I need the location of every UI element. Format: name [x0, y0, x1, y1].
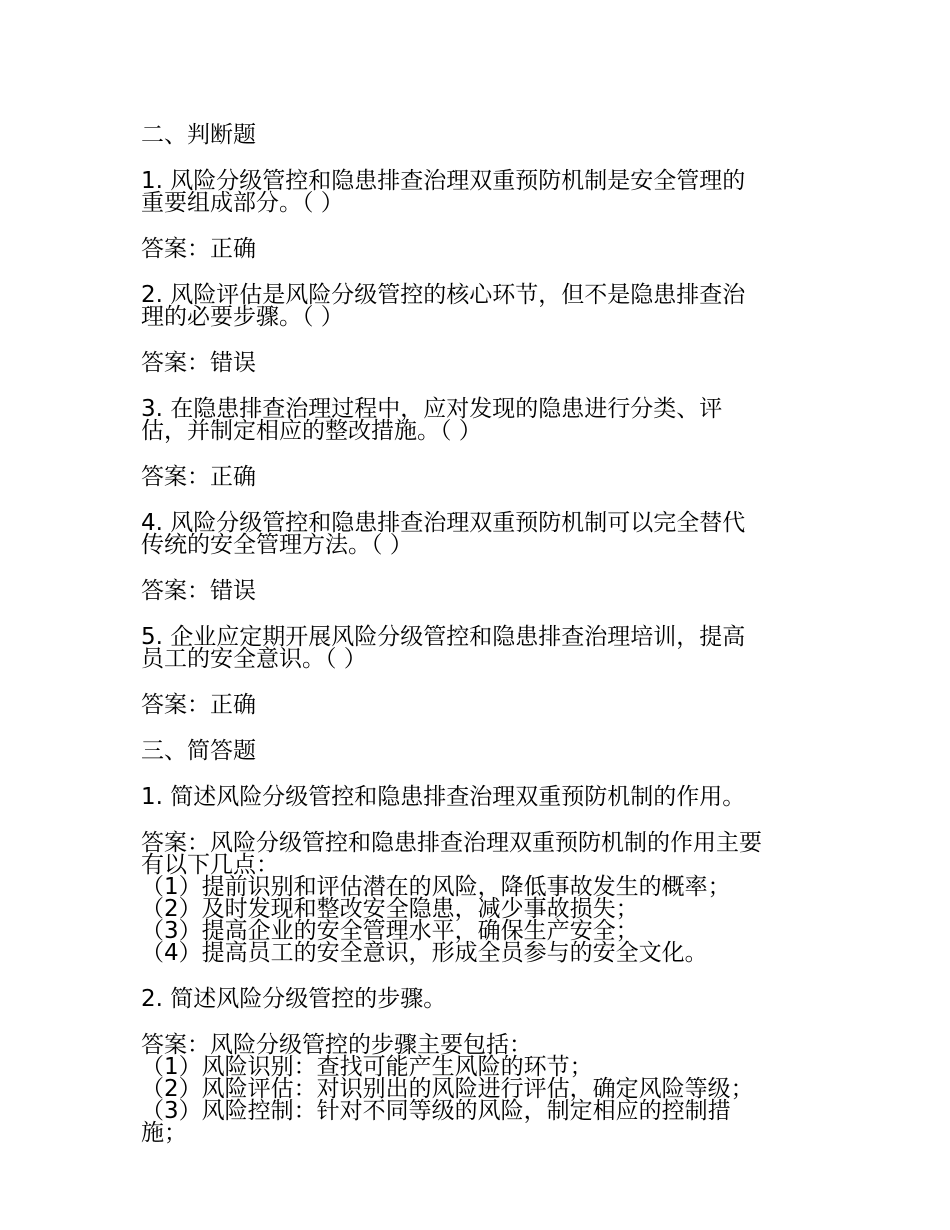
answer-line: 答案：风险分级管控和隐患排查治理双重预防机制的作用主要	[141, 830, 762, 856]
question-line: 员工的安全意识。（ ）	[141, 646, 367, 672]
document-page	[141, 124, 821, 1168]
short-answer-answer-1	[141, 832, 821, 964]
answer-line: 答案：风险分级管控的步骤主要包括：	[141, 1032, 532, 1058]
judgment-question-4	[141, 512, 821, 556]
question-line: 2. 风险评估是风险分级管控的核心环节，但不是隐患排查治	[141, 282, 746, 308]
judgment-question-1	[141, 170, 821, 214]
judgment-answer-5: 答案：正确	[141, 692, 256, 718]
question-line: 3. 在隐患排查治理过程中，应对发现的隐患进行分类、评	[141, 396, 723, 422]
question-line: 5. 企业应定期开展风险分级管控和隐患排查治理培训，提高	[141, 624, 746, 650]
judgment-answer-1: 答案：正确	[141, 236, 256, 262]
short-answer-question-1: 1. 简述风险分级管控和隐患排查治理双重预防机制的作用。	[141, 784, 746, 810]
question-line: 估，并制定相应的整改措施。（ ）	[141, 418, 482, 444]
answer-line: 有以下几点：	[141, 852, 279, 878]
section-title-short-answer: 三、简答题	[141, 738, 256, 764]
judgment-question-2	[141, 284, 821, 328]
judgment-answer-2: 答案：错误	[141, 350, 256, 376]
answer-line: （1）风险识别：查找可能产生风险的环节；	[141, 1054, 593, 1080]
question-line: 传统的安全管理方法。（ ）	[141, 532, 413, 558]
section-title-judgment: 二、判断题	[141, 122, 256, 148]
judgment-answer-4: 答案：错误	[141, 578, 256, 604]
short-answer-question-2: 2. 简述风险分级管控的步骤。	[141, 986, 447, 1012]
answer-line: （3）风险控制：针对不同等级的风险，制定相应的控制措	[141, 1098, 731, 1124]
question-line: 理的必要步骤。（ ）	[141, 304, 344, 330]
answer-line: （3）提高企业的安全管理水平，确保生产安全；	[141, 918, 639, 944]
question-line: 1. 风险分级管控和隐患排查治理双重预防机制是安全管理的	[141, 168, 746, 194]
answer-line: 施；	[141, 1120, 187, 1146]
question-line: 重要组成部分。（ ）	[141, 190, 344, 216]
short-answer-answer-2	[141, 1034, 821, 1144]
judgment-answer-3: 答案：正确	[141, 464, 256, 490]
question-line: 4. 风险分级管控和隐患排查治理双重预防机制可以完全替代	[141, 510, 746, 536]
answer-line: （1）提前识别和评估潜在的风险，降低事故发生的概率；	[141, 874, 731, 900]
answer-line: （2）风险评估：对识别出的风险进行评估，确定风险等级；	[141, 1076, 754, 1102]
judgment-question-5	[141, 626, 821, 670]
judgment-question-3	[141, 398, 821, 442]
answer-line: （2）及时发现和整改安全隐患，减少事故损失；	[141, 896, 639, 922]
answer-line: （4）提高员工的安全意识，形成全员参与的安全文化。	[141, 940, 708, 966]
